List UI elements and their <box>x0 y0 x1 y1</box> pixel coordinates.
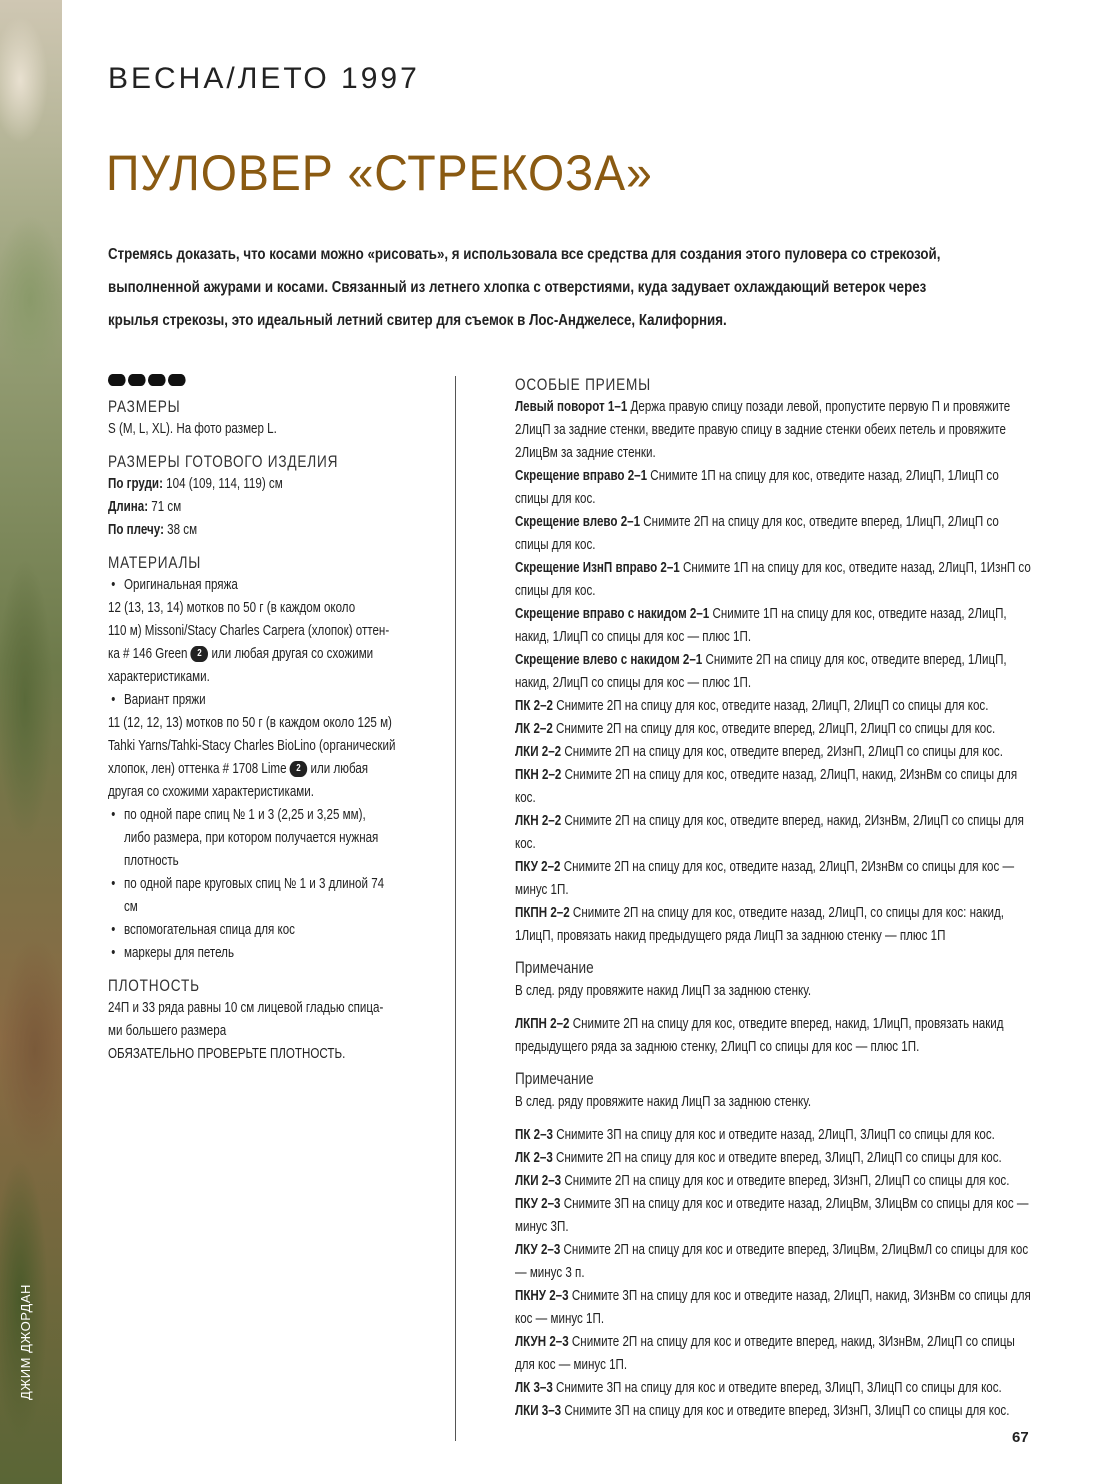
technique-item: ПКУ 2–3 Снимите 3П на спицу для кос и отведите назад, 2ЛицВм, 3ЛицВм со спицы для кос — минус 3П. <box>515 1196 1029 1235</box>
orig-yarn-line: 110 м) Missoni/Stacy Charles Carpera (хлопок) оттен- <box>108 623 390 639</box>
column-divider <box>455 376 456 1441</box>
gauge-line: ми большего размера <box>108 1023 227 1039</box>
orig-yarn-line: 12 (13, 13, 14) мотков по 50 г (в каждом около <box>108 600 356 616</box>
materials-heading: МАТЕРИАЛЫ <box>108 553 202 572</box>
technique-item: ПКНУ 2–3 Снимите 3П на спицу для кос и отведите назад, 2ЛицП, накид, 3ИзнВм со спицы для кос — минус 1П. <box>515 1288 1031 1327</box>
technique-item: ЛКУ 2–3 Снимите 2П на спицу для кос и отведите вперед, 3ЛицВм, 2ЛицВмЛ со спицы для кос — минус 3 п. <box>515 1242 1029 1281</box>
techniques-list-2 <box>515 1124 1035 1423</box>
intro-paragraph <box>108 238 1037 337</box>
technique-item: Скрещение ИзнП вправо 2–1 Снимите 1П на спицу для кос, отведите назад, 2ЛицП, 1ИзнП со спицы для кос. <box>515 560 1031 599</box>
author-name: ДЖИМ ДЖОРДАН <box>18 1284 33 1400</box>
technique-item: ПКН 2–2 Снимите 2П на спицу для кос, отведите назад, 2ЛицП, накид, 2ИзнВм со спицы для кос. <box>515 767 1018 806</box>
left-column <box>108 374 436 1066</box>
technique-item: ЛКПН 2–2 Снимите 2П на спицу для кос, отведите вперед, накид, 1ЛицП, провязать накид предыдущего ряда за заднюю стенку, 2ЛицП со спицы для кос — плюс 1П. <box>515 1016 1004 1055</box>
note-heading: Примечание <box>515 958 594 977</box>
shoulder-row: По плечу: 38 см <box>108 522 198 538</box>
yarn-weight-icon: 2 <box>290 761 308 777</box>
orig-yarn-label: • Оригинальная пряжа <box>108 574 436 597</box>
yarn-weight-icon: 2 <box>191 646 209 662</box>
note-heading: Примечание <box>515 1069 594 1088</box>
alt-yarn-line: Tahki Yarns/Tahki-Stacy Charles BioLino (органический <box>108 738 396 754</box>
right-column <box>515 374 1035 1423</box>
chest-row: По груди: 104 (109, 114, 119) см <box>108 476 283 492</box>
sizes-text: S (M, L, XL). На фото размер L. <box>108 421 277 437</box>
technique-item: ЛКУН 2–3 Снимите 2П на спицу для кос и отведите вперед, накид, 3ИзнВм, 2ЛицП со спицы для кос — минус 1П. <box>515 1334 1015 1373</box>
material-item: • по одной паре спиц № 1 и 3 (2,25 и 3,25 мм), либо размера, при котором получается нужная плотность <box>108 804 388 873</box>
orig-yarn-line: ка # 146 Green 2 или любая другая со схожими <box>108 646 374 662</box>
alt-yarn-line: другая со схожими характеристиками. <box>108 784 314 800</box>
technique-item: Левый поворот 1–1 Держа правую спицу позади левой, пропустите первую П и провяжите 2ЛицП за задние стенки, введите правую спицу в задние стенки обеих петель и провяжите 2ЛицВм за задние стенки. <box>515 399 1011 461</box>
techniques-heading: ОСОБЫЕ ПРИЕМЫ <box>515 375 651 394</box>
sidebar-photo <box>0 0 62 1484</box>
finished-heading: РАЗМЕРЫ ГОТОВОГО ИЗДЕЛИЯ <box>108 452 339 471</box>
season-heading: ВЕСНА/ЛЕТО 1997 <box>108 62 420 95</box>
material-item: • вспомогательная спица для кос <box>108 919 436 942</box>
alt-yarn-line: 11 (12, 12, 13) мотков по 50 г (в каждом около 125 м) <box>108 715 392 731</box>
technique-item: ЛКИ 2–2 Снимите 2П на спицу для кос, отведите вперед, 2ИзнП, 2ЛицП со спицы для кос. <box>515 744 1003 760</box>
techniques-list <box>515 396 1035 948</box>
intro-line: выполненной ажурами и косами. Связанный из летнего хлопка с отверстиями, куда задувает охлаждающий ветерок через <box>108 279 927 296</box>
page-title: ПУЛОВЕР «СТРЕКОЗА» <box>106 145 653 201</box>
material-item: • по одной паре круговых спиц № 1 и 3 длиной 74 см <box>108 873 388 919</box>
alt-yarn-line: хлопок, лен) оттенка # 1708 Lime 2 или любая <box>108 761 369 777</box>
technique-item: ПК 2–2 Снимите 2П на спицу для кос, отведите назад, 2ЛицП, 2ЛицП со спицы для кос. <box>515 698 989 714</box>
orig-yarn-line: характеристиками. <box>108 669 210 685</box>
length-row: Длина: 71 см <box>108 499 182 515</box>
gauge-heading: ПЛОТНОСТЬ <box>108 976 200 995</box>
alt-yarn-label: • Вариант пряжи <box>108 689 436 712</box>
technique-item: ПКПН 2–2 Снимите 2П на спицу для кос, отведите назад, 2ЛицП, со спицы для кос: накид, 1ЛицП, провязать накид предыдущего ряда ЛицП за заднюю стенку — плюс 1П <box>515 905 1005 944</box>
intro-line: крылья стрекозы, это идеальный летний свитер для съемок в Лос-Анджелесе, Калифорния. <box>108 312 727 329</box>
technique-item: Скрещение влево 2–1 Снимите 2П на спицу для кос, отведите вперед, 1ЛицП, 2ЛицП со спицы для кос. <box>515 514 999 553</box>
technique-item: ЛК 2–3 Снимите 2П на спицу для кос и отведите вперед, 3ЛицП, 2ЛицП со спицы для кос. <box>515 1150 1002 1166</box>
technique-item: ЛК 3–3 Снимите 3П на спицу для кос и отведите вперед, 3ЛицП, 3ЛицП со спицы для кос. <box>515 1380 1002 1396</box>
page-number: 67 <box>1012 1429 1029 1446</box>
technique-item: ЛК 2–2 Снимите 2П на спицу для кос, отведите вперед, 2ЛицП, 2ЛицП со спицы для кос. <box>515 721 996 737</box>
note-text: В след. ряду провяжите накид ЛицП за заднюю стенку. <box>515 983 812 999</box>
technique-item: Скрещение вправо с накидом 2–1 Снимите 1П на спицу для кос, отведите назад, 2ЛицП, накид, 1ЛицП со спицы для кос — плюс 1П. <box>515 606 1007 645</box>
note-text: В след. ряду провяжите накид ЛицП за заднюю стенку. <box>515 1094 812 1110</box>
gauge-line: ОБЯЗАТЕЛЬНО ПРОВЕРЬТЕ ПЛОТНОСТЬ. <box>108 1046 346 1062</box>
technique-item: Скрещение вправо 2–1 Снимите 1П на спицу для кос, отведите назад, 2ЛицП, 1ЛицП со спицы для кос. <box>515 468 999 507</box>
sizes-heading: РАЗМЕРЫ <box>108 397 181 416</box>
technique-item: ПКУ 2–2 Снимите 2П на спицу для кос, отведите назад, 2ЛицП, 2ИзнВм со спицы для кос — минус 1П. <box>515 859 1015 898</box>
technique-item: ЛКН 2–2 Снимите 2П на спицу для кос, отведите вперед, накид, 2ИзнВм, 2ЛицП со спицы для кос. <box>515 813 1024 852</box>
technique-item: ЛКИ 2–3 Снимите 2П на спицу для кос и отведите вперед, 3ИзнП, 2ЛицП со спицы для кос. <box>515 1173 1010 1189</box>
technique-item: Скрещение влево с накидом 2–1 Снимите 2П на спицу для кос, отведите вперед, 1ЛицП, накид, 2ЛицП со спицы для кос — плюс 1П. <box>515 652 1007 691</box>
intro-line: Стремясь доказать, что косами можно «рисовать», я использовала все средства для создания этого пуловера со стрекозой, <box>108 246 941 263</box>
material-item: • маркеры для петель <box>108 942 436 965</box>
technique-item: ПК 2–3 Снимите 3П на спицу для кос и отведите назад, 2ЛицП, 3ЛицП со спицы для кос. <box>515 1127 995 1143</box>
gauge-line: 24П и 33 ряда равны 10 см лицевой гладью спица- <box>108 1000 384 1016</box>
difficulty-icon <box>108 374 436 388</box>
technique-item: ЛКИ 3–3 Снимите 3П на спицу для кос и отведите вперед, 3ИзнП, 3ЛицП со спицы для кос. <box>515 1403 1010 1419</box>
